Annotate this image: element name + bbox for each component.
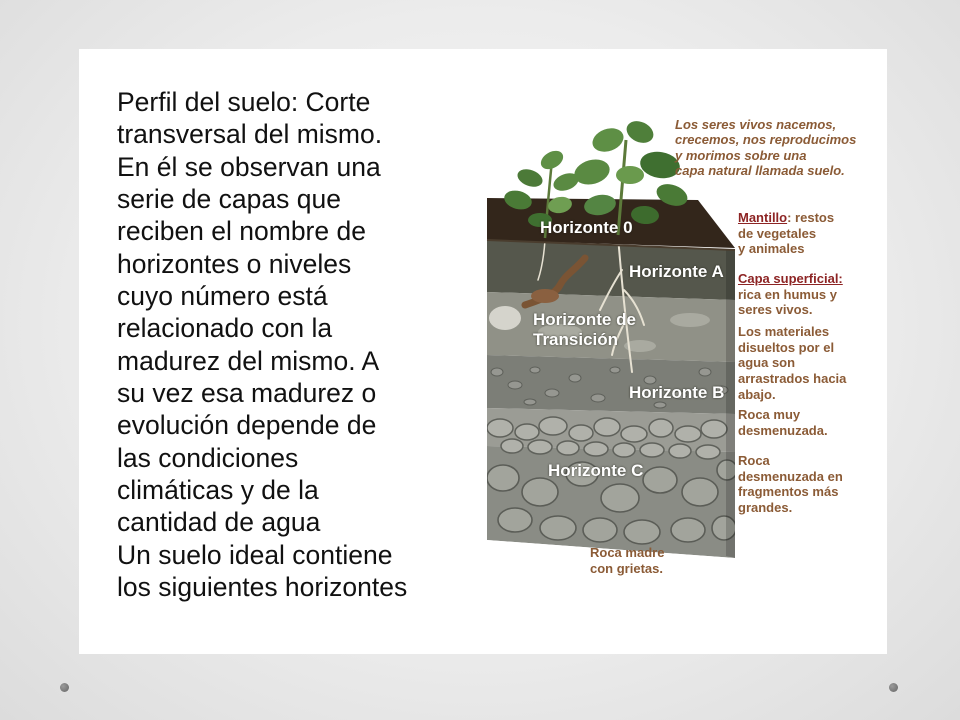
horizon-c-rocks-part (540, 516, 576, 540)
horizon-b-cobbles-part (508, 381, 522, 389)
horizon-a-label: Horizonte A (629, 262, 724, 281)
intro-annotation (675, 117, 856, 178)
body-line: horizontes o niveles (117, 248, 352, 279)
horizon-c-rocks-part (624, 520, 660, 544)
stony-layer-rocks-part (669, 444, 691, 458)
annotation-line: arrastrados hacia (738, 371, 847, 387)
burrow-part (531, 289, 559, 303)
annotation-line: Roca madre (590, 545, 665, 560)
body-line: su vez esa madurez o (117, 378, 377, 409)
annotation-line: Roca (738, 453, 770, 468)
mantillo-term: Mantillo (738, 210, 788, 225)
horizon-b-cobbles-part (545, 389, 559, 397)
body-line: transversal del mismo. (117, 119, 383, 150)
horizon-transition-label (533, 310, 636, 350)
body-line: Un suelo ideal contiene (117, 539, 393, 570)
horizon-transition-label-line: Transición (533, 330, 619, 349)
stony-layer-rocks-part (501, 439, 523, 453)
annotation-line: capa natural llamada suelo. (675, 162, 845, 178)
horizon-c-rocks-part (522, 478, 558, 506)
horizon-b-cobbles-part (524, 399, 536, 405)
body-line: En él se observan una (117, 151, 381, 182)
plant-right-part (616, 166, 644, 184)
body-line: cuyo número está (117, 281, 328, 312)
transition-patches-part (489, 306, 521, 330)
horizon-b-label: Horizonte B (629, 383, 725, 402)
horizon-c-rocks-part (671, 518, 705, 542)
stony-layer-rocks-part (569, 425, 593, 441)
body-line: Perfil del suelo: Corte (117, 87, 371, 117)
annotation-line: seres vivos. (738, 302, 813, 318)
annotation-line: Los materiales (738, 324, 830, 339)
stony-layer-rocks-part (701, 420, 727, 438)
stony-layer-rocks-part (487, 419, 513, 437)
horizon-b-cobbles-part (610, 367, 620, 373)
annotation-line: Los seres vivos nacemos, (675, 117, 837, 132)
annotation-line: rica en humus y (738, 286, 837, 302)
stony-layer-rocks-part (539, 417, 567, 435)
slide-dot-left (60, 683, 69, 692)
horizon-c-rocks-part (601, 484, 639, 512)
roca-muy-annotation (738, 407, 828, 438)
horizon-transition-label-line: Horizonte de (533, 310, 636, 329)
stony-layer-rocks-part (649, 419, 673, 437)
body-line: madurez del mismo. A (117, 345, 380, 376)
annotation-line: y animales (738, 241, 805, 257)
stony-layer-rocks-part (557, 441, 579, 455)
roca-fragmentos-annotation (738, 453, 843, 516)
stony-layer-rocks-part (696, 445, 720, 459)
annotation-line: Roca muy (738, 407, 801, 422)
mantillo-annotation (738, 210, 834, 257)
horizon-b-cobbles-part (699, 368, 711, 376)
block-side-shadow (726, 249, 735, 558)
annotation-line: de vegetales (738, 225, 817, 241)
stony-layer-rocks-part (640, 443, 664, 457)
body-line: climáticas y de la (117, 475, 319, 506)
annotation-line: con grietas. (590, 560, 663, 576)
horizon-b-cobbles-part (569, 374, 581, 382)
slide-dot-right (889, 683, 898, 692)
annotation-line: grandes. (738, 500, 793, 516)
stony-layer-rocks-part (613, 443, 635, 457)
plant-right-part (572, 156, 613, 188)
plant-left-part (515, 166, 545, 190)
body-line: relacionado con la (117, 313, 333, 344)
stony-layer-rocks-part (621, 426, 647, 442)
annotation-line: y morimos sobre una (675, 147, 807, 163)
horizon-b-cobbles-part (591, 394, 605, 402)
horizon-b-cobbles-part (530, 367, 540, 373)
annotation-line: agua son (738, 355, 796, 371)
horizon-c-rocks-part (487, 465, 519, 491)
stony-layer-rocks-part (594, 418, 620, 436)
body-line: cantidad de agua (117, 507, 321, 538)
body-line: serie de capas que (117, 184, 341, 215)
body-line: evolución depende de (117, 410, 377, 441)
body-line: las condiciones (117, 442, 299, 473)
plant-right-part (623, 117, 657, 147)
horizon-0-label: Horizonte 0 (540, 218, 633, 237)
horizon-b-cobbles-part (491, 368, 503, 376)
horizon-c-rocks-part (583, 518, 617, 542)
transition-patches-part (670, 313, 710, 327)
annotation-line (738, 210, 834, 226)
annotation-line: desmenuzada en (738, 468, 843, 484)
body-line: los siguientes horizontes (117, 572, 408, 603)
stony-layer-rocks-part (515, 424, 539, 440)
annotation-line: desmenuzada. (738, 422, 828, 438)
capa-superficial-term: Capa superficial: (738, 271, 843, 286)
stony-layer-rocks-part (528, 440, 552, 454)
horizon-c-rocks-part (498, 508, 532, 532)
annotation-line: disueltos por el (738, 339, 835, 355)
mantillo-first-rest: : restos (787, 210, 835, 225)
annotation-line: fragmentos más (738, 484, 839, 500)
stony-layer-rocks-part (675, 426, 701, 442)
horizon-c-rocks-part (682, 478, 718, 506)
stony-layer-rocks-part (584, 442, 608, 456)
materiales-annotation (738, 324, 846, 403)
capa-superficial-annotation (738, 271, 843, 318)
annotation-line: crecemos, nos reproducimos (675, 132, 857, 148)
horizon-c-label: Horizonte C (548, 461, 644, 480)
roca-madre-annotation (590, 545, 664, 576)
body-line: reciben el nombre de (117, 216, 366, 247)
plant-right-part (589, 124, 627, 156)
horizon-c-rocks-part (643, 467, 677, 493)
annotation-line: abajo. (738, 386, 776, 402)
